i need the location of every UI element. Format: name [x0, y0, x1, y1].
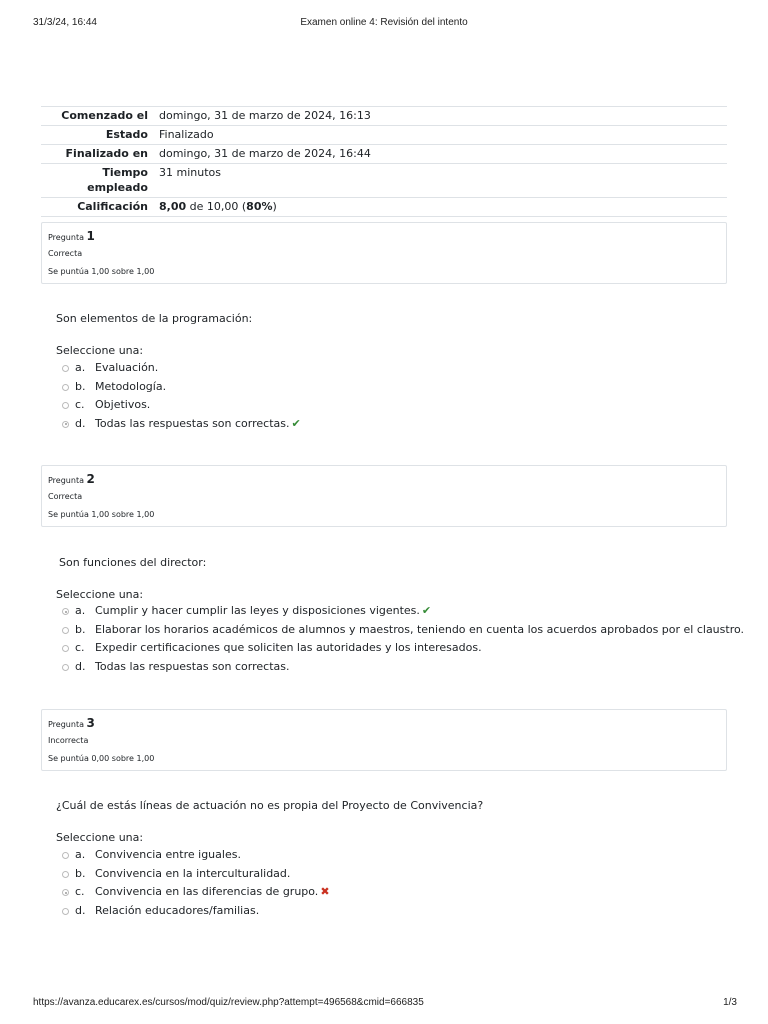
question-text-1: Son elementos de la programación: — [56, 312, 253, 325]
radio-button[interactable] — [62, 852, 69, 859]
question-number — [48, 472, 95, 486]
question-number-value: 3 — [86, 716, 95, 730]
radio-button-checked[interactable] — [62, 421, 69, 428]
grade-of: de 10,00 ( — [189, 200, 247, 213]
question-state: Correcta — [48, 249, 83, 258]
answer-option[interactable] — [62, 658, 744, 677]
grade-label: Calificación — [41, 198, 159, 217]
question-label: Pregunta — [48, 233, 84, 242]
summary-row-time — [41, 164, 727, 198]
question-number — [48, 229, 95, 243]
question-number-value: 1 — [86, 229, 95, 243]
answer-option[interactable] — [62, 621, 744, 640]
radio-button[interactable] — [62, 645, 69, 652]
radio-button[interactable] — [62, 402, 69, 409]
answer-option[interactable] — [62, 846, 330, 865]
answer-text: Convivencia entre iguales. — [95, 848, 241, 861]
question-grade: Se puntúa 1,00 sobre 1,00 — [48, 510, 155, 519]
radio-button[interactable] — [62, 908, 69, 915]
answer-text: Convivencia en las diferencias de grupo. — [95, 885, 319, 898]
answer-list-3 — [62, 846, 330, 920]
finished-value: domingo, 31 de marzo de 2024, 16:44 — [159, 145, 727, 164]
radio-button-checked[interactable] — [62, 608, 69, 615]
answer-text: Evaluación. — [95, 361, 159, 374]
question-state: Correcta — [48, 492, 83, 501]
summary-row-grade — [41, 198, 727, 217]
question-info-3 — [41, 709, 727, 771]
answer-option-selected[interactable] — [62, 883, 330, 902]
attempt-summary-table — [41, 106, 727, 217]
time-label-line2: empleado — [87, 181, 148, 194]
answer-text: Expedir certificaciones que soliciten las autoridades y los interesados. — [95, 641, 482, 654]
answer-option[interactable] — [62, 378, 301, 397]
time-label — [41, 164, 159, 198]
radio-button-checked[interactable] — [62, 889, 69, 896]
summary-row-started — [41, 107, 727, 126]
radio-button[interactable] — [62, 871, 69, 878]
answer-option[interactable] — [62, 359, 301, 378]
answer-letter: a. — [75, 848, 86, 861]
question-info-2 — [41, 465, 727, 527]
answer-text: Convivencia en la interculturalidad. — [95, 866, 291, 880]
answer-list-1 — [62, 359, 301, 433]
answer-text: Todas las respuestas son correctas. — [95, 659, 290, 673]
answer-text: Objetivos. — [95, 398, 151, 411]
question-number — [48, 716, 95, 730]
question-state: Incorrecta — [48, 736, 89, 745]
time-value: 31 minutos — [159, 164, 727, 198]
answer-letter: a. — [75, 361, 86, 374]
started-value: domingo, 31 de marzo de 2024, 16:13 — [159, 107, 727, 126]
answer-option[interactable] — [62, 396, 301, 415]
answer-option[interactable] — [62, 865, 330, 884]
answer-letter: c. — [75, 641, 85, 654]
select-prompt-1: Seleccione una: — [56, 344, 144, 357]
answer-letter: d. — [75, 903, 86, 917]
print-date: 31/3/24, 16:44 — [33, 17, 97, 28]
question-text-3: ¿Cuál de estás líneas de actuación no es propia del Proyecto de Convivencia? — [56, 799, 484, 812]
select-prompt-3: Seleccione una: — [56, 831, 144, 844]
page-counter: 1/3 — [723, 997, 737, 1008]
answer-text: Metodología. — [95, 379, 167, 393]
grade-percent: 80% — [246, 200, 273, 213]
state-value: Finalizado — [159, 126, 727, 145]
radio-button[interactable] — [62, 664, 69, 671]
question-grade: Se puntúa 0,00 sobre 1,00 — [48, 754, 155, 763]
grade-score: 8,00 — [159, 200, 187, 213]
time-label-line1: Tiempo — [102, 166, 148, 179]
print-url: https://avanza.educarex.es/cursos/mod/quiz/review.php?attempt=496568&cmid=666835 — [33, 997, 424, 1008]
check-icon: ✔ — [421, 604, 432, 617]
question-grade: Se puntúa 1,00 sobre 1,00 — [48, 267, 155, 276]
grade-value — [159, 198, 727, 217]
answer-letter: c. — [75, 398, 85, 411]
state-label: Estado — [41, 126, 159, 145]
answer-option[interactable] — [62, 902, 330, 921]
question-info-1 — [41, 222, 727, 284]
answer-letter: b. — [75, 866, 86, 880]
answer-letter: c. — [75, 885, 85, 898]
question-label: Pregunta — [48, 476, 84, 485]
summary-row-finished — [41, 145, 727, 164]
answer-letter: d. — [75, 659, 86, 673]
radio-button[interactable] — [62, 365, 69, 372]
answer-letter: b. — [75, 622, 86, 636]
radio-button[interactable] — [62, 384, 69, 391]
started-label: Comenzado el — [41, 107, 159, 126]
answer-letter: a. — [75, 604, 86, 617]
summary-row-state — [41, 126, 727, 145]
answer-option-selected[interactable] — [62, 602, 744, 621]
answer-letter: b. — [75, 379, 86, 393]
answer-option-selected[interactable] — [62, 415, 301, 434]
select-prompt-2: Seleccione una: — [56, 588, 144, 601]
finished-label: Finalizado en — [41, 145, 159, 164]
question-text-2: Son funciones del director: — [59, 556, 207, 569]
check-icon: ✔ — [291, 416, 301, 430]
answer-letter: d. — [75, 416, 86, 430]
grade-close: ) — [272, 200, 277, 213]
print-title: Examen online 4: Revisión del intento — [300, 17, 468, 28]
radio-button[interactable] — [62, 627, 69, 634]
answer-text: Cumplir y hacer cumplir las leyes y disposiciones vigentes. — [95, 604, 420, 617]
answer-text: Todas las respuestas son correctas. — [95, 416, 290, 430]
question-label: Pregunta — [48, 720, 84, 729]
answer-text: Elaborar los horarios académicos de alumnos y maestros, teniendo en cuenta los acuerdos aprobados por el claustro. — [95, 622, 745, 636]
answer-option[interactable] — [62, 639, 744, 658]
cross-icon: ✖ — [320, 885, 330, 898]
answer-text: Relación educadores/familias. — [95, 903, 260, 917]
answer-list-2 — [62, 602, 744, 676]
question-number-value: 2 — [86, 472, 95, 486]
